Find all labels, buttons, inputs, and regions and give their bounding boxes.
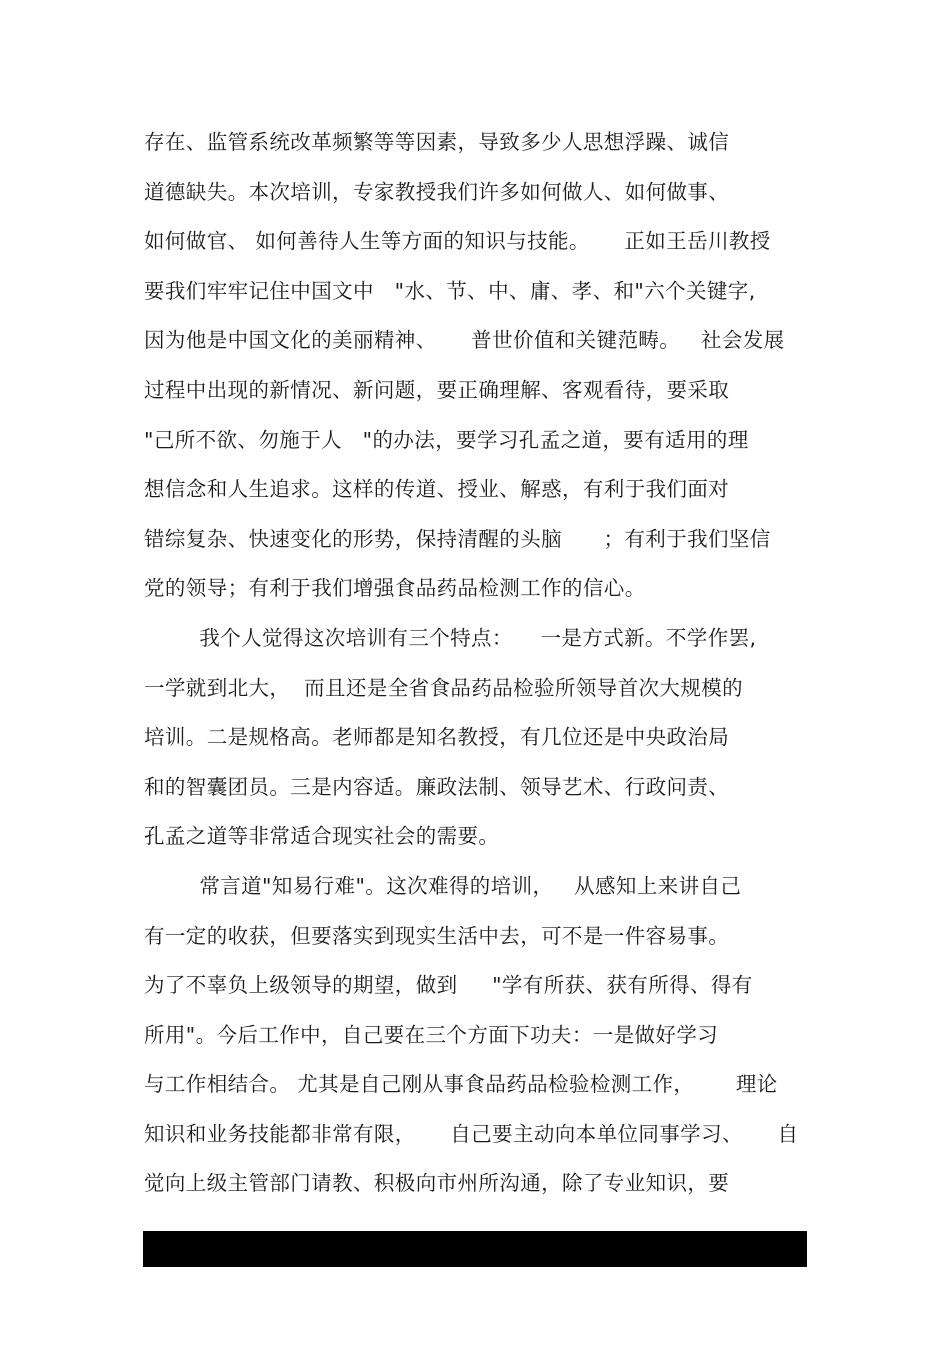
text-line: 想信念和人生追求。这样的传道、授业、解惑，有利于我们面对: [144, 477, 730, 502]
paragraph-start-line: 常言道"知易行难"。这次难得的培训， 从感知上来讲自己: [144, 873, 742, 898]
text-line: 因为他是中国文化的美丽精神、 普世价值和关键范畴。 社会发展: [144, 328, 785, 353]
text-line: 所用"。今后工作中，自己要在三个方面下功夫：一是做好学习: [144, 1022, 719, 1047]
text-line: 培训。二是规格高。老师都是知名教授，有几位还是中央政治局: [144, 725, 730, 750]
text-line: 知识和业务技能都非常有限， 自己要主动向本单位同事学习、 自: [144, 1121, 799, 1146]
text-line: 觉向上级主管部门请教、积极向市州所沟通，除了专业知识，要: [144, 1171, 730, 1196]
text-line: 有一定的收获，但要落实到现实生活中去，可不是一件容易事。: [144, 923, 730, 948]
text-line: 党的领导；有利于我们增强食品药品检测工作的信心。: [144, 576, 646, 601]
text-line: 存在、监管系统改革频繁等等因素，导致多少人思想浮躁、诚信: [144, 130, 730, 154]
text-line: 与工作相结合。 尤其是自己刚从事食品药品检验检测工作， 理论: [144, 1072, 778, 1097]
text-line: 如何做官、 如何善待人生等方面的知识与技能。 正如王岳川教授: [144, 229, 771, 254]
text-line: "己所不欲、勿施于人 "的办法，要学习孔孟之道，要有适用的理: [144, 427, 749, 452]
paragraph-start-line: 我个人觉得这次培训有三个特点： 一是方式新。不学作罢,: [144, 625, 757, 650]
text-line: 孔孟之道等非常适合现实社会的需要。: [144, 824, 500, 849]
text-line: 要我们牢牢记住中国文中 "水、节、中、庸、孝、和"六个关键字,: [144, 278, 756, 303]
text-line: 一学就到北大， 而且还是全省食品药品检验所领导首次大规模的: [144, 675, 744, 700]
footer-black-bar: [143, 1231, 807, 1267]
text-line: 和的智囊团员。三是内容适。廉政法制、领导艺术、行政问责、: [144, 774, 730, 799]
text-line: 过程中出现的新情况、新问题，要正确理解、客观看待，要采取: [144, 377, 730, 402]
text-line: 为了不辜负上级领导的期望，做到 "学有所获、获有所得、得有: [144, 973, 753, 998]
body-text: [144, 122, 814, 1213]
text-line: 道德缺失。本次培训，专家教授我们许多如何做人、如何做事、: [144, 179, 730, 204]
text-line: 错综复杂、快速变化的形势，保持清醒的头脑 ；有利于我们坚信: [144, 526, 771, 551]
